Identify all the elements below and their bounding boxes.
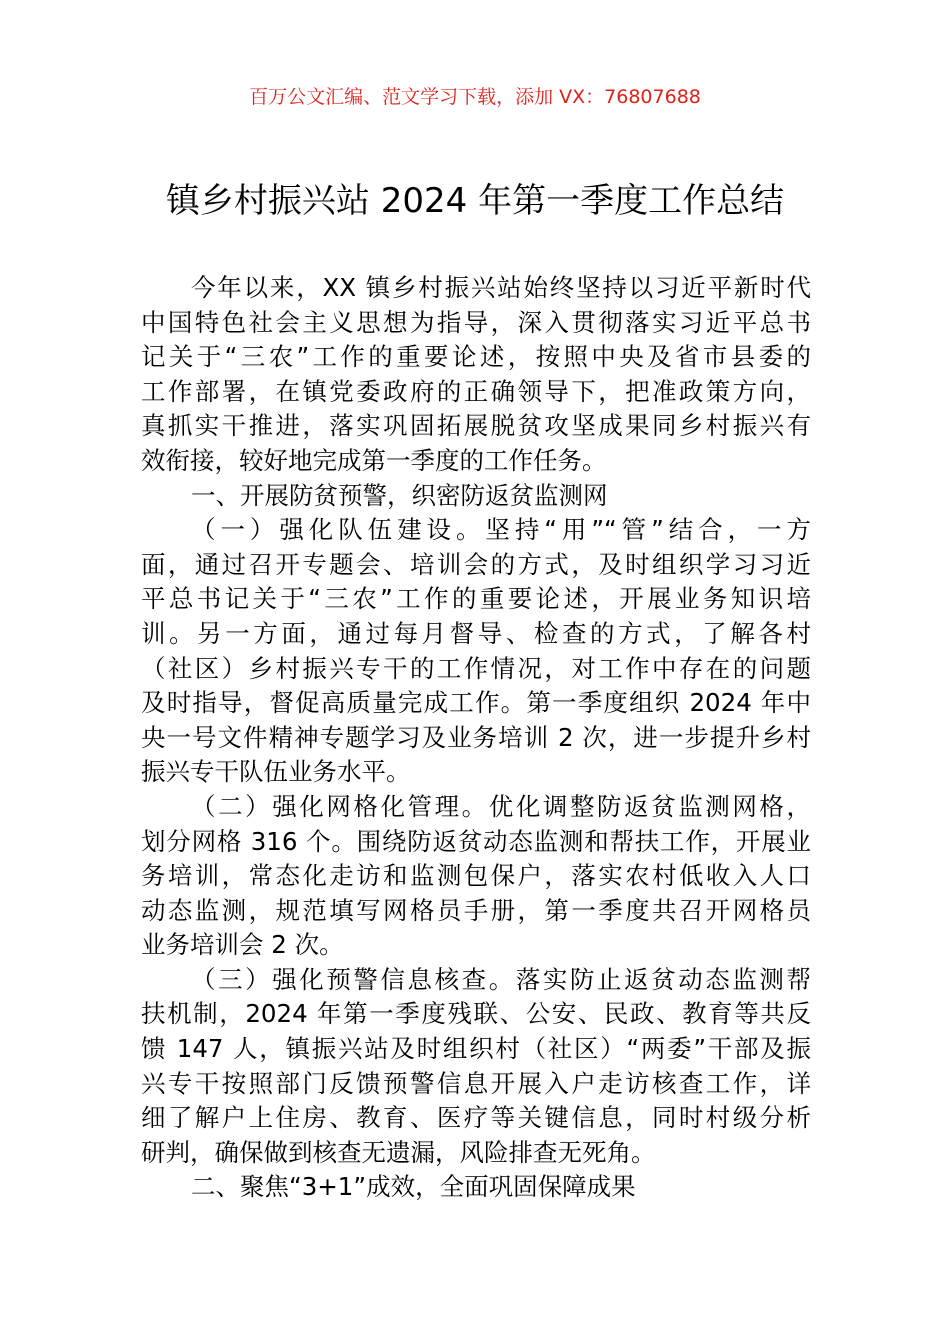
text-line: 务培训，常态化走访和监测包保户，落实农村低收入人口: [141, 861, 811, 891]
text-line: 馈 147 人，镇振兴站及时组织村（社区）“两委”干部及振: [141, 1034, 811, 1064]
section-heading: [141, 1170, 811, 1205]
text-line: 振兴专干队伍业务水平。: [141, 757, 411, 787]
paragraph: [141, 271, 811, 479]
text-line: 真抓实干推进，落实巩固拓展脱贫攻坚成果同乡村振兴有: [141, 411, 811, 441]
text-line: （二）强化网格化管理。优化调整防返贫监测网格，: [191, 791, 811, 821]
text-line: 平总书记关于“三农”工作的重要论述，开展业务知识培: [141, 584, 811, 614]
paragraph: [141, 790, 811, 963]
text-line: 一、开展防贫预警，织密防返贫监测网: [191, 480, 608, 510]
text-line: 兴专干按照部门反馈预警信息开展入户走访核查工作，详: [141, 1068, 811, 1098]
text-line: 央一号文件精神专题学习及业务培训 2 次，进一步提升乡村: [141, 722, 811, 752]
text-line: 动态监测，规范填写网格员手册，第一季度共召开网格员: [141, 895, 811, 925]
text-line: 工作部署，在镇党委政府的正确领导下，把准政策方向，: [141, 376, 811, 406]
section-heading: [141, 479, 811, 514]
paragraph: [141, 963, 811, 1171]
text-line: 划分网格 316 个。围绕防返贫动态监测和帮扶工作，开展业: [141, 826, 811, 856]
text-line: 面，通过召开专题会、培训会的方式，及时组织学习习近: [141, 549, 811, 579]
text-line: 业务培训会 2 次。: [141, 930, 344, 960]
paragraph: [141, 513, 811, 790]
text-line: 训。另一方面，通过每月督导、检查的方式，了解各村: [141, 618, 811, 648]
watermark-header: 百万公文汇编、范文学习下载，添加 VX：76807688: [249, 86, 701, 108]
text-line: 记关于“三农”工作的重要论述，按照中央及省市县委的: [141, 342, 811, 372]
text-line: 今年以来，XX 镇乡村振兴站始终坚持以习近平新时代: [191, 273, 811, 302]
text-line: 中国特色社会主义思想为指导，深入贯彻落实习近平总书: [141, 307, 811, 337]
text-line: 及时指导，督促高质量完成工作。第一季度组织 2024 年中: [141, 688, 811, 718]
text-line: 扶机制，2024 年第一季度残联、公安、民政、教育等共反: [141, 999, 811, 1029]
text-line: （社区）乡村振兴专干的工作情况，对工作中存在的问题: [141, 653, 811, 683]
text-line: 细了解户上住房、教育、医疗等关键信息，同时村级分析: [141, 1103, 811, 1133]
text-line: （三）强化预警信息核查。落实防止返贫动态监测帮: [191, 964, 811, 994]
text-line: 研判，确保做到核查无遗漏，风险排查无死角。: [141, 1137, 656, 1167]
document-title: 镇乡村振兴站 2024 年第一季度工作总结: [165, 181, 785, 221]
text-line: （一）强化队伍建设。坚持“用”“管”结合，一方: [191, 515, 811, 545]
text-line: 效衔接，较好地完成第一季度的工作任务。: [141, 445, 607, 475]
text-line: 二、聚焦“3+1”成效，全面巩固保障成果: [191, 1172, 636, 1202]
document-body: [141, 271, 811, 1205]
